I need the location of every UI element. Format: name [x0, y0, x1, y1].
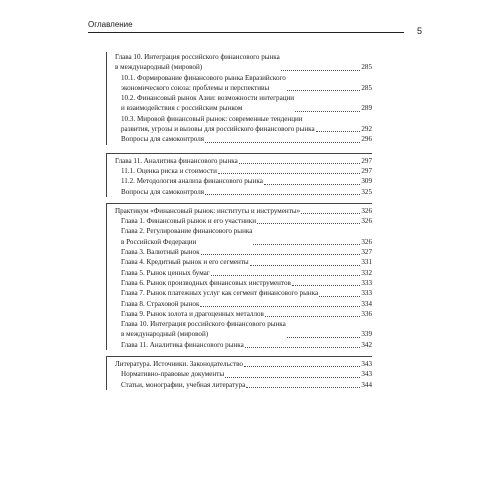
toc-entry-title: 10.3. Мировой финансовый рынок: современные тенденции развития, угрозы и вызовы для российского финансового рынка — [121, 114, 315, 134]
toc-heading[interactable] — [115, 156, 372, 166]
toc-entry-title: Глава 11. Аналитика финансового рынка — [121, 340, 244, 349]
toc-entry-title: Глава 6. Рынок производных финансовых инструментов — [121, 278, 291, 287]
toc-entry-title: Глава 5. Рынок ценных бумаг — [121, 268, 210, 277]
toc-entry-title: Литература. Источники. Законодательство — [115, 360, 243, 369]
dot-leader — [292, 285, 360, 286]
dot-leader — [257, 223, 360, 224]
table-of-contents — [106, 52, 372, 390]
toc-entry-page: 326 — [361, 206, 372, 215]
toc-entry-page: 296 — [361, 135, 372, 144]
header-title: Оглавление — [88, 20, 133, 29]
dot-leader — [287, 337, 361, 338]
toc-entry-page: 333 — [361, 289, 372, 298]
toc-item[interactable] — [115, 268, 372, 278]
toc-item[interactable] — [115, 288, 372, 298]
toc-entry-title: Глава 2. Регулирование финансового рынка в Российской Федерации — [121, 227, 253, 246]
toc-section — [106, 52, 372, 145]
toc-entry-title: Глава 8. Страховой рынок — [121, 299, 200, 308]
dot-leader — [264, 184, 361, 185]
toc-section — [106, 356, 372, 390]
dot-leader — [246, 387, 360, 388]
toc-item[interactable] — [115, 166, 372, 176]
toc-entry-page: 336 — [361, 309, 372, 318]
toc-item[interactable] — [115, 309, 372, 319]
toc-entry-page: 325 — [361, 187, 372, 196]
toc-section — [106, 203, 372, 350]
toc-item[interactable] — [115, 134, 372, 144]
toc-entry-page: 289 — [361, 104, 372, 113]
toc-entry-title: Практикум «Финансовый рынок: институты и инструменты» — [115, 206, 301, 215]
toc-item[interactable] — [115, 278, 372, 288]
toc-item[interactable] — [115, 257, 372, 267]
toc-entry-page: 333 — [361, 278, 372, 287]
dot-leader — [239, 163, 361, 164]
toc-entry-page: 343 — [361, 370, 372, 379]
dot-leader — [225, 377, 360, 378]
toc-item[interactable] — [115, 93, 372, 114]
toc-item[interactable] — [115, 369, 372, 379]
dot-leader — [250, 265, 361, 266]
toc-entry-title: 11.1. Оценка риска и стоимости — [121, 166, 217, 175]
toc-entry-title: 10.2. Финансовый рынок Азии: возможности интеграции и взаимодействия с российским рынком — [121, 94, 295, 113]
toc-entry-page: 342 — [361, 340, 372, 349]
toc-section — [106, 153, 372, 197]
dot-leader — [244, 366, 360, 367]
toc-entry-title: Нормативно-правовые документы — [121, 370, 225, 379]
toc-entry-page: 339 — [361, 330, 372, 339]
toc-entry-title: 11.2. Методология анализа финансового рынка — [121, 177, 263, 186]
toc-item[interactable] — [115, 319, 372, 340]
toc-entry-page: 327 — [361, 248, 372, 257]
toc-entry-page: 309 — [361, 177, 372, 186]
toc-item[interactable] — [115, 187, 372, 197]
toc-entry-title: Глава 1. Финансовый рынок и его участники — [121, 217, 257, 226]
toc-entry-title: Вопросы для самоконтроля — [121, 135, 205, 144]
toc-entry-page: 334 — [361, 299, 372, 308]
toc-item[interactable] — [115, 114, 372, 135]
dot-leader — [295, 111, 360, 112]
toc-entry-page: 344 — [361, 380, 372, 389]
toc-entry-title: Глава 4. Кредитный рынок и его сегменты — [121, 258, 249, 267]
toc-entry-title: Глава 9. Рынок золота и драгоценных металлов — [121, 309, 264, 318]
dot-leader — [205, 142, 360, 143]
toc-entry-page: 297 — [361, 166, 372, 175]
toc-heading[interactable] — [115, 206, 372, 216]
dot-leader — [319, 296, 360, 297]
dot-leader — [201, 254, 361, 255]
dot-leader — [218, 173, 360, 174]
toc-item[interactable] — [115, 340, 372, 350]
toc-entry-page: 343 — [361, 360, 372, 369]
toc-item[interactable] — [115, 299, 372, 309]
toc-entry-title: 10.1. Формирование финансового рынка Евразийского экономического союза: проблемы и перспективы — [121, 73, 286, 92]
toc-entry-title: Статьи, монографии, учебная литература — [121, 380, 246, 389]
toc-entry-page: 285 — [361, 83, 372, 92]
toc-entry-title: Вопросы для самоконтроля — [121, 187, 205, 196]
toc-entry-page: 331 — [361, 258, 372, 267]
dot-leader — [205, 194, 360, 195]
toc-entry-title: Глава 3. Валютный рынок — [121, 248, 200, 257]
dot-leader — [253, 244, 360, 245]
toc-item[interactable] — [115, 247, 372, 257]
toc-item[interactable] — [115, 380, 372, 390]
toc-entry-page: 326 — [361, 217, 372, 226]
toc-entry-title: Глава 10. Интеграция российского финансового рынка в международный (мировой) — [121, 320, 286, 339]
toc-item[interactable] — [115, 176, 372, 186]
dot-leader — [301, 213, 360, 214]
toc-item[interactable] — [115, 73, 372, 94]
toc-entry-page: 292 — [361, 125, 372, 134]
dot-leader — [200, 306, 360, 307]
dot-leader — [316, 131, 361, 132]
toc-heading[interactable] — [115, 52, 372, 73]
toc-entry-page: 332 — [361, 268, 372, 277]
toc-heading[interactable] — [115, 359, 372, 369]
toc-entry-title: Глава 7. Рынок платежных услуг как сегмент финансового рынка — [121, 289, 319, 298]
toc-item[interactable] — [115, 216, 372, 226]
dot-leader — [245, 347, 361, 348]
toc-entry-page: 297 — [361, 156, 372, 165]
dot-leader — [281, 70, 361, 71]
dot-leader — [211, 275, 361, 276]
running-header — [88, 20, 404, 33]
dot-leader — [265, 316, 360, 317]
toc-item[interactable] — [115, 226, 372, 247]
toc-entry-page: 326 — [361, 237, 372, 246]
toc-entry-title: Глава 11. Аналитика финансового рынка — [115, 156, 238, 165]
page-number: 5 — [417, 26, 423, 36]
dot-leader — [287, 90, 361, 91]
toc-entry-page: 285 — [361, 63, 372, 72]
toc-entry-title: Глава 10. Интеграция российского финансового рынка в международный (мировой) — [115, 53, 280, 72]
